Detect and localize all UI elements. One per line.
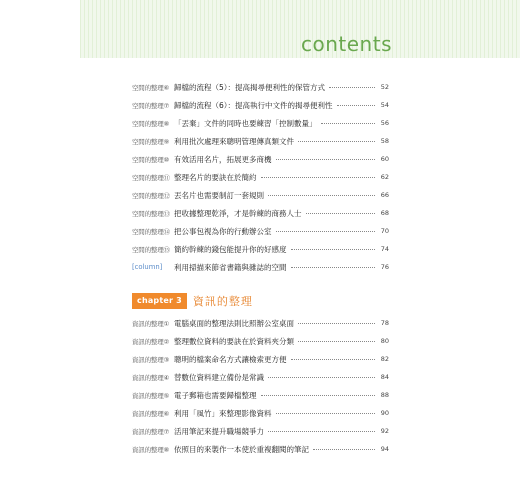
entry-page: 78	[380, 319, 389, 327]
entry-page: 76	[380, 263, 389, 271]
leader-dots	[291, 358, 376, 360]
entry-page: 70	[380, 227, 389, 235]
entry-label: 空間的整理⑬	[132, 209, 170, 218]
entry-label: 資訊的整理⑥	[132, 409, 170, 418]
entry-title: 丟名片也需要制訂一套規則	[174, 190, 264, 200]
toc-entry[interactable]	[132, 223, 389, 239]
entry-title: 歸檔的流程（5）：提高揭尋便利性的保管方式	[174, 82, 326, 92]
entry-label: 資訊的整理⑧	[132, 445, 170, 454]
toc-column-entry[interactable]	[132, 259, 389, 275]
toc-entry[interactable]	[132, 441, 389, 457]
entry-page: 52	[380, 83, 389, 91]
entry-label: 資訊的整理③	[132, 355, 170, 364]
toc-entry[interactable]	[132, 369, 389, 385]
toc-entry[interactable]	[132, 187, 389, 203]
leader-dots	[291, 266, 376, 268]
leader-dots	[268, 194, 375, 196]
leader-dots	[306, 212, 376, 214]
entry-title: 有效活用名片，拓展更多商機	[174, 154, 272, 164]
entry-title: 電子郵箱也需要歸檔整理	[174, 390, 257, 400]
entry-page: 84	[380, 373, 389, 381]
entry-label: 空間的整理⑧	[132, 119, 170, 128]
entry-label: 空間的整理⑪	[132, 173, 170, 182]
column-tag: [column]	[132, 263, 163, 271]
entry-page: 54	[380, 101, 389, 109]
entry-title: 整理名片的要訣在於簡約	[174, 172, 257, 182]
entry-label: 空間的整理⑦	[132, 101, 170, 110]
leader-dots	[298, 140, 375, 142]
entry-label: 資訊的整理⑤	[132, 391, 170, 400]
entry-page: 60	[380, 155, 389, 163]
toc-entry[interactable]	[132, 333, 389, 349]
page-title: contents	[301, 32, 392, 56]
leader-dots	[313, 448, 375, 450]
entry-page: 94	[380, 445, 389, 453]
entry-title: 簡約幹練的錢包能提升你的好感度	[174, 244, 287, 254]
leader-dots	[321, 122, 376, 124]
chapter-title: 資訊的整理	[192, 295, 253, 308]
toc-entry[interactable]	[132, 241, 389, 257]
entry-title: 活用筆記來提升職場競爭力	[174, 426, 264, 436]
entry-page: 62	[380, 173, 389, 181]
entry-label: 空間的整理⑨	[132, 137, 170, 146]
entry-label: 空間的整理⑩	[132, 155, 170, 164]
leader-dots	[261, 176, 376, 178]
entry-title: 電腦桌面的整理法則比照辦公室桌面	[174, 318, 294, 328]
entry-page: 88	[380, 391, 389, 399]
entry-title: 利用批次處理來聰明管理傳真類文件	[174, 136, 294, 146]
entry-title: 整理數位資料的要訣在於資料夾分類	[174, 336, 294, 346]
toc-entry[interactable]	[132, 115, 389, 131]
leader-dots	[268, 430, 375, 432]
toc-entry[interactable]	[132, 151, 389, 167]
entry-title: 聰明的檔案命名方式讓檢索更方便	[174, 354, 287, 364]
entry-title: 替數位資料建立備份是常識	[174, 372, 264, 382]
entry-label: 資訊的整理④	[132, 373, 170, 382]
entry-page: 82	[380, 355, 389, 363]
toc-entry[interactable]	[132, 387, 389, 403]
entry-label: 空間的整理⑭	[132, 227, 170, 236]
entry-page: 92	[380, 427, 389, 435]
leader-dots	[298, 322, 375, 324]
entry-title: 歸檔的流程（6）：提高執行中文件的揭尋便利性	[174, 100, 333, 110]
entry-title: 把收據整理乾淨，才是幹練的商務人士	[174, 208, 302, 218]
entry-title: 「丟棄」文件的同時也要練習「控制數量」	[174, 118, 317, 128]
leader-dots	[329, 86, 375, 88]
leader-dots	[276, 158, 376, 160]
entry-title: 把公事包視為你的行動辦公室	[174, 226, 272, 236]
toc-entry[interactable]	[132, 97, 389, 113]
leader-dots	[268, 376, 375, 378]
toc-entry[interactable]	[132, 169, 389, 185]
toc-entry[interactable]	[132, 351, 389, 367]
leader-dots	[261, 394, 376, 396]
entry-page: 74	[380, 245, 389, 253]
entry-label: 資訊的整理①	[132, 319, 170, 328]
toc-entry[interactable]	[132, 423, 389, 439]
entry-page: 66	[380, 191, 389, 199]
entry-title: 利用「風竹」來整理影像資料	[174, 408, 272, 418]
header-band	[80, 0, 520, 58]
entry-label: 空間的整理⑥	[132, 83, 170, 92]
toc-entry[interactable]	[132, 79, 389, 95]
entry-label: 空間的整理⑮	[132, 245, 170, 254]
entry-label: 資訊的整理⑦	[132, 427, 170, 436]
leader-dots	[337, 104, 375, 106]
leader-dots	[291, 248, 376, 250]
chapter-badge: chapter 3	[132, 293, 187, 309]
entry-page: 68	[380, 209, 389, 217]
entry-title: 利用掃描來節省書籍與雜誌的空間	[174, 262, 287, 272]
toc-entry[interactable]	[132, 205, 389, 221]
leader-dots	[276, 230, 376, 232]
entry-page: 90	[380, 409, 389, 417]
leader-dots	[298, 340, 375, 342]
toc-entry[interactable]	[132, 315, 389, 331]
entry-page: 80	[380, 337, 389, 345]
entry-page: 58	[380, 137, 389, 145]
toc-entry[interactable]	[132, 405, 389, 421]
entry-title: 依照目的來製作一本使於重複翻閱的筆記	[174, 444, 309, 454]
entry-label: 空間的整理⑫	[132, 191, 170, 200]
chapter-heading[interactable]	[132, 293, 253, 309]
entry-label: 資訊的整理②	[132, 337, 170, 346]
entry-page: 56	[380, 119, 389, 127]
leader-dots	[276, 412, 376, 414]
toc-entry[interactable]	[132, 133, 389, 149]
